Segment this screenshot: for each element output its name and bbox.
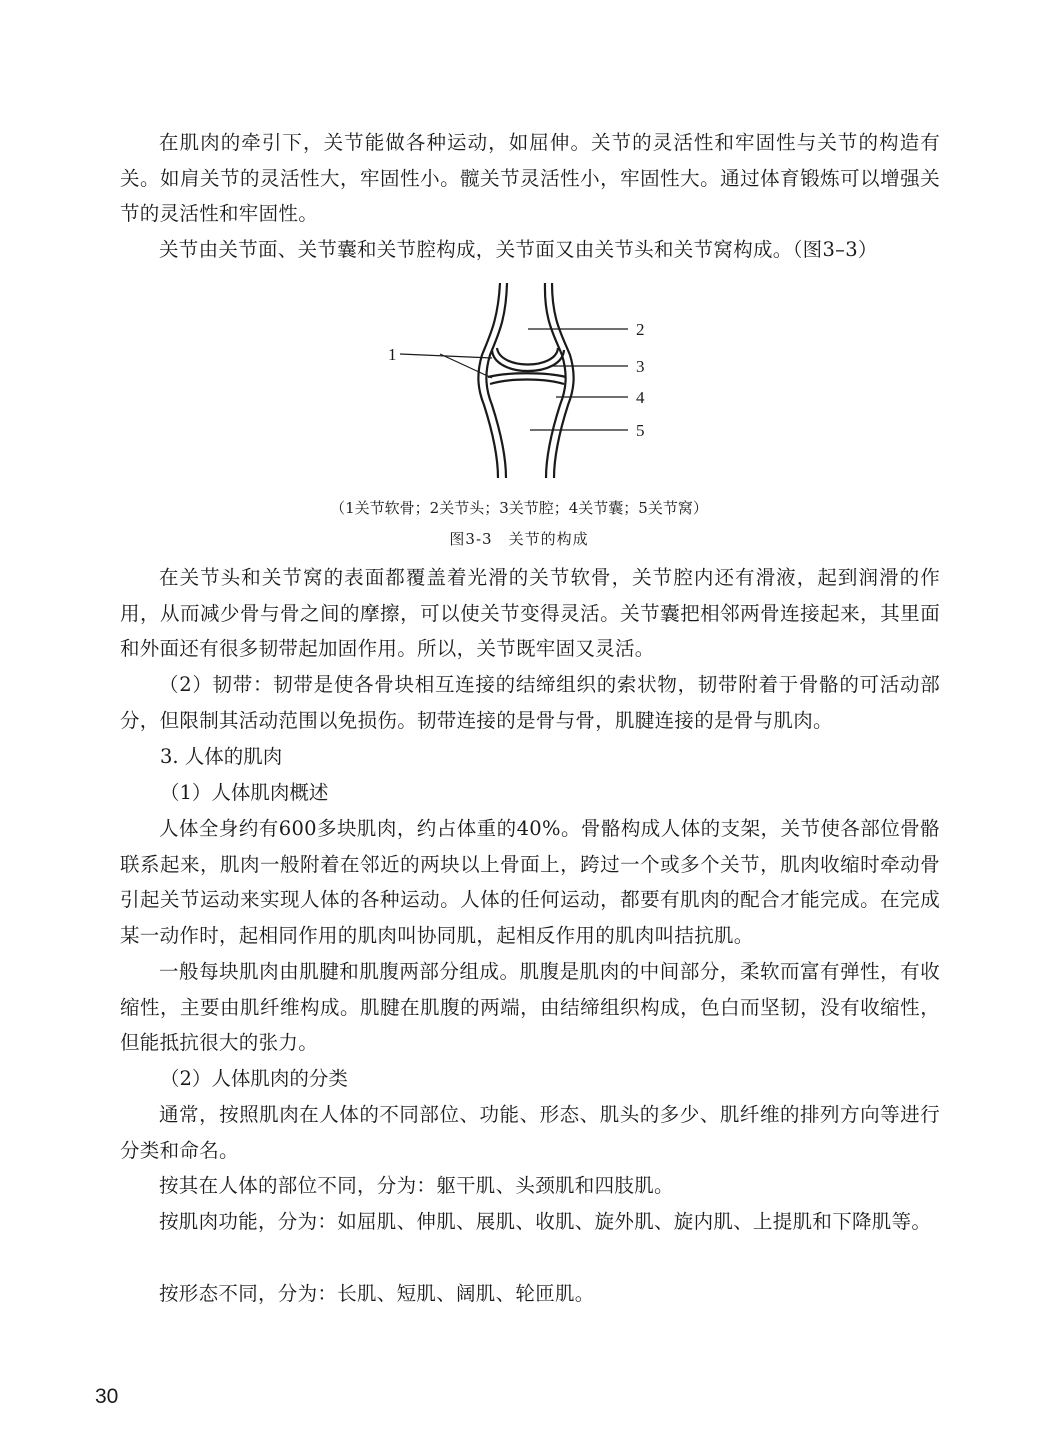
joint-socket-outline: [490, 380, 564, 385]
paragraph-joint-structure: 关节由关节面、关节囊和关节腔构成，关节面又由关节头和关节窝构成。（图3–3）: [159, 238, 878, 261]
label-5: 5: [636, 421, 645, 440]
paragraph-ligament: （2）韧带：韧带是使各骨块相互连接的结缔组织的索状物，韧带附着于骨骼的可活动部分，但限制其活动范围以免损伤。韧带连接的是骨与骨，肌腱连接的是骨与肌肉。: [120, 673, 940, 732]
section-heading: 3. 人体的肌肉: [160, 745, 283, 768]
paragraph-by-shape: 按形态不同，分为：长肌、短肌、阔肌、轮匝肌。: [159, 1282, 595, 1305]
paragraph-cartilage: 在关节头和关节窝的表面都覆盖着光滑的关节软骨，关节腔内还有滑液，起到润滑的作用，从而减少骨与骨之间的摩擦，可以使关节变得灵活。关节囊把相邻两骨连接起来，其里面和外面还有很多韧带起加固作用。所以，关节既牢固又灵活。: [120, 566, 940, 660]
subsection-heading-classification: （2）人体肌肉的分类: [160, 1067, 348, 1090]
label-3: 3: [636, 357, 645, 376]
joint-head-outline: [497, 348, 558, 365]
label-4: 4: [636, 388, 645, 407]
joint-socket-cartilage: [488, 373, 566, 377]
paragraph-classification-intro: 通常，按照肌肉在人体的不同部位、功能、形态、肌头的多少、肌纤维的排列方向等进行分类和命名。: [120, 1103, 940, 1162]
figure-legend: （1关节软骨；2关节头；3关节腔；4关节囊；5关节窝）: [330, 499, 708, 517]
paragraph-muscle-composition: 一般每块肌肉由肌腱和肌腹两部分组成。肌腹是肌肉的中间部分，柔软而富有弹性，有收缩性，主要由肌纤维构成。肌腱在肌腹的两端，由结缔组织构成，色白而坚韧，没有收缩性，但能抵抗很大的张力。: [120, 960, 940, 1054]
label-1: 1: [388, 345, 397, 364]
label-2: 2: [636, 320, 645, 339]
capsule-right-outer: [552, 283, 574, 478]
capsule-left-outer: [478, 283, 500, 478]
figure-caption: 图3-3 关节的构成: [449, 530, 589, 548]
paragraph-by-location: 按其在人体的部位不同，分为：躯干肌、头颈肌和四肢肌。: [159, 1174, 674, 1197]
paragraph-muscle-overview: 人体全身约有600多块肌肉，约占体重的40%。骨骼构成人体的支架，关节使各部位骨骼联系起来，肌肉一般附着在邻近的两块以上骨面上，跨过一个或多个关节，肌肉收缩时牵动骨引起关节运动来实现人体的各种运动。人体的任何运动，都要有肌肉的配合才能完成。在完成某一动作时，起相同作用的肌肉叫协同肌，起相反作用的肌肉叫拮抗肌。: [120, 817, 940, 947]
page-number: 30: [95, 1385, 119, 1408]
joint-head-cartilage: [492, 350, 564, 371]
subsection-heading-overview: （1）人体肌肉概述: [160, 781, 329, 804]
paragraph-joint-motion: 在肌肉的牵引下，关节能做各种运动，如屈伸。关节的灵活性和牢固性与关节的构造有关。如肩关节的灵活性大，牢固性小。髋关节灵活性小，牢固性大。通过体育锻炼可以增强关节的灵活性和牢固性。: [120, 131, 940, 225]
paragraph-by-function: 按肌肉功能，分为：如屈肌、伸肌、展肌、收肌、旋外肌、旋内肌、上提肌和下降肌等。: [159, 1210, 932, 1233]
joint-diagram: [380, 280, 680, 485]
